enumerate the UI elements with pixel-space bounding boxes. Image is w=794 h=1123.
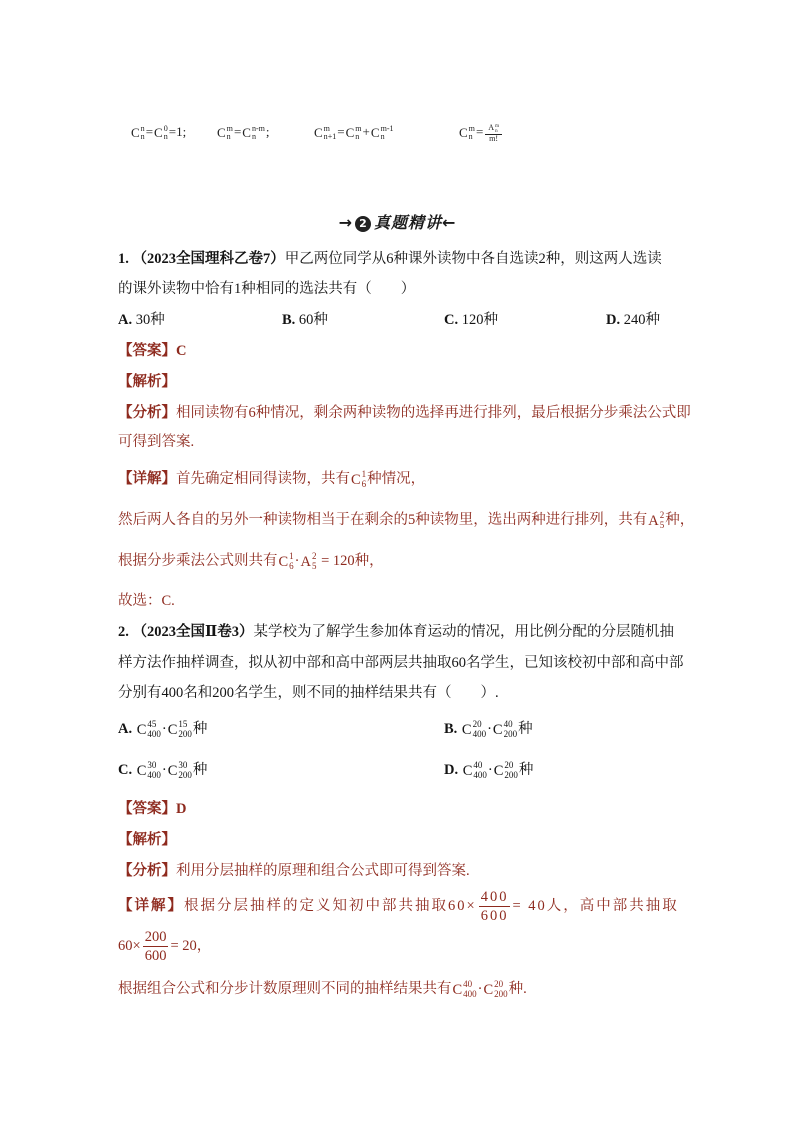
symbol-base: C (345, 125, 355, 141)
symbol-base: C (131, 125, 140, 141)
text-run: 根据组合公式和分步计数原理则不同的抽样结果共有 (118, 981, 452, 997)
label-text: 【解析】 (118, 374, 176, 390)
text-run: = (233, 124, 242, 139)
symbol-base: C (167, 721, 178, 738)
symbol-superscript: 20 (472, 719, 482, 730)
symbol-superscript: m (226, 123, 233, 133)
text-run: 60× (118, 937, 141, 954)
combinatorics-symbol (459, 121, 475, 145)
symbol-subscript: 200 (494, 988, 508, 999)
fraction-denominator: 600 (480, 908, 509, 925)
label-text: 【分析】 (118, 405, 176, 421)
symbol-base: C (483, 981, 494, 998)
symbol-scripts (147, 720, 160, 739)
text-run: · (161, 762, 167, 778)
label-text: B. (444, 721, 461, 737)
symbol-scripts (141, 125, 145, 142)
symbol-superscript: 30 (147, 760, 157, 771)
label-text: 【详解】 (118, 897, 184, 914)
q2-analysis-line-1 (118, 860, 470, 882)
symbol-subscript: 400 (147, 769, 161, 780)
q1-option-d (606, 309, 660, 331)
q2-detail-line-1 (118, 888, 679, 925)
fraction (485, 124, 502, 144)
label-text: D. (444, 762, 462, 778)
text-run: = (475, 124, 484, 139)
fraction-denominator: 600 (144, 948, 167, 965)
section-title: 真题精讲 (373, 213, 442, 232)
q1-stem-line-1 (118, 248, 662, 270)
symbol-subscript: n (226, 132, 231, 142)
combinatorics-symbol (301, 551, 317, 573)
q1-analysis-line-2 (118, 431, 194, 453)
symbol-subscript: 6 (289, 560, 294, 571)
symbol-scripts (324, 125, 337, 142)
q1-option-a (118, 309, 165, 331)
text-run: = 20， (170, 937, 212, 954)
formula-arrangement-ratio (458, 120, 504, 145)
label-text: 1. (118, 251, 133, 267)
text-run: 样方法作抽样调查，拟从初中部和高中部两层共抽取60名学生，已知该校初中部和高中部 (118, 655, 684, 671)
q1-option-b (282, 309, 328, 331)
symbol-subscript: 200 (178, 769, 192, 780)
symbol-scripts (252, 125, 265, 142)
text-run: ; (265, 124, 270, 139)
text-run: · (161, 721, 167, 737)
arrow-right-icon: → (338, 213, 352, 232)
combinatorics-symbol (346, 121, 362, 145)
symbol-scripts (473, 720, 486, 739)
symbol-subscript: 200 (504, 769, 518, 780)
text-run: 相同读物有6种情况，剩余两种读物的选择再进行排列，最后根据分步乘法公式即 (176, 405, 691, 421)
label-text: D. (606, 312, 624, 328)
symbol-superscript: n-m (251, 123, 265, 133)
text-run: · (477, 981, 483, 997)
q2-option-d (444, 759, 533, 782)
label-text: C. (444, 312, 462, 328)
symbol-scripts (164, 125, 168, 142)
q1-choice (118, 590, 175, 612)
text-run: 某学校为了解学生参加体育运动的情况，用比例分配的分层随机抽 (253, 624, 674, 640)
symbol-scripts (355, 125, 361, 142)
symbol-subscript: n (468, 132, 473, 142)
q1-stem-line-2 (118, 278, 415, 300)
symbol-base: A (300, 553, 311, 570)
fraction (143, 928, 169, 965)
symbol-superscript: 20 (504, 760, 514, 771)
combinatorics-symbol (462, 719, 486, 741)
text-run: 120种 (461, 312, 498, 328)
label-text: （2023全国Ⅱ卷3） (132, 624, 254, 640)
q1-analysis-line-1 (118, 402, 691, 424)
q1-detail-line-3 (118, 550, 384, 573)
symbol-scripts (381, 125, 394, 142)
text-run: 240种 (623, 312, 660, 328)
label-text: 2. (118, 624, 133, 640)
label-text: 【解析】 (118, 832, 176, 848)
symbol-superscript: 0 (163, 123, 168, 133)
symbol-superscript: 40 (473, 760, 483, 771)
q2-detail-line-3 (118, 978, 527, 1001)
label-text: 【分析】 (118, 863, 176, 879)
q1-option-c (444, 309, 498, 331)
symbol-scripts (495, 124, 499, 135)
symbol-superscript: 1 (361, 469, 367, 480)
formula-pascal (313, 120, 395, 145)
combinatorics-symbol (488, 124, 499, 135)
symbol-subscript: n (380, 132, 385, 142)
text-run: 30种 (135, 312, 165, 328)
symbol-base: C (462, 762, 473, 779)
label-text: 【答案】D (118, 801, 187, 817)
q2-option-b (444, 718, 533, 741)
symbol-subscript: n (163, 132, 168, 142)
combinatorics-symbol (453, 979, 477, 1001)
symbol-subscript: 400 (472, 728, 487, 739)
text-run: · (487, 762, 493, 778)
combinatorics-symbol (494, 760, 518, 782)
text-run: = 40人，高中部共抽取 (512, 897, 679, 914)
combinatorics-symbol (217, 121, 233, 145)
symbol-base: C (278, 553, 289, 570)
combinatorics-symbol (131, 121, 145, 145)
symbol-scripts (362, 470, 367, 489)
text-run: 种， (665, 512, 695, 528)
text-run: 种. (508, 981, 527, 997)
combinatorics-symbol (371, 121, 394, 145)
symbol-base: C (351, 471, 361, 488)
text-run: 甲乙两位同学从6种课外读物中各自选读2种，则这两人选读 (284, 251, 662, 267)
text-run: 的课外读物中恰有1种相同的选法共有（ ） (118, 281, 416, 297)
symbol-scripts (227, 125, 233, 142)
symbol-superscript: 20 (494, 979, 504, 990)
q2-option-a (118, 718, 207, 741)
label-text: C. (118, 762, 136, 778)
label-text: 【详解】 (118, 471, 176, 487)
symbol-subscript: 200 (503, 728, 518, 739)
symbol-superscript: 15 (178, 719, 188, 730)
combinatorics-symbol (154, 121, 168, 145)
symbol-scripts (660, 511, 665, 530)
symbol-subscript: 400 (473, 769, 487, 780)
symbol-superscript: m (323, 123, 330, 133)
symbol-base: C (493, 762, 504, 779)
text-run: · (294, 553, 300, 569)
combinatorics-symbol (242, 121, 265, 145)
combinatorics-symbol (484, 979, 508, 1001)
symbol-base: C (167, 762, 178, 779)
symbol-superscript: 2 (312, 551, 317, 562)
q1-detail-line-2 (118, 509, 694, 532)
symbol-superscript: 40 (463, 979, 473, 990)
symbol-subscript: n (251, 132, 256, 142)
q2-answer (118, 798, 186, 820)
text-run: 可得到答案. (118, 434, 195, 450)
symbol-superscript: m (468, 123, 475, 133)
symbol-base: C (217, 125, 226, 141)
symbol-base: C (242, 125, 251, 141)
formula-symmetry (216, 120, 270, 145)
symbol-subscript: n (495, 128, 498, 134)
number-badge: 2 (355, 216, 371, 232)
q2-stem-line-1 (118, 621, 674, 643)
text-run: =1; (168, 124, 187, 139)
text-run: 种 (192, 762, 208, 778)
symbol-scripts (463, 980, 476, 999)
text-run: = (337, 124, 345, 139)
fraction-numerator: 400 (479, 888, 511, 907)
symbol-superscript: 40 (503, 719, 513, 730)
label-text: A. (118, 721, 136, 737)
symbol-scripts (504, 761, 517, 780)
symbol-scripts (178, 720, 191, 739)
q1-detail-line-1 (118, 468, 425, 491)
text-run: = 120种， (317, 553, 384, 569)
text-run: = (145, 124, 154, 139)
text-run: 种 (518, 721, 533, 737)
text-run: 利用分层抽样的原理和组合公式即可得到答案. (176, 863, 470, 879)
text-run: 然后两人各自的另外一种读物相当于在剩余的5种读物里，选出两种进行排列，共有 (118, 512, 648, 528)
combinatorics-symbol (168, 760, 192, 782)
symbol-subscript: 200 (178, 728, 192, 739)
text-run: 60种 (298, 312, 328, 328)
combinatorics-symbol (351, 469, 366, 491)
label-text: A. (118, 312, 136, 328)
q2-option-c (118, 759, 207, 782)
symbol-superscript: 1 (289, 551, 294, 562)
symbol-superscript: n (140, 123, 145, 133)
label-text: （2023全国理科乙卷7） (132, 251, 285, 267)
symbol-subscript: n+1 (323, 132, 337, 142)
formula-identity (130, 120, 186, 145)
symbol-superscript: m (495, 123, 499, 129)
symbol-base: C (459, 125, 468, 141)
symbol-base: C (452, 981, 463, 998)
combinatorics-symbol (279, 551, 294, 573)
symbol-subscript: 5 (659, 519, 665, 530)
q2-solution-label (118, 829, 176, 851)
text-run: 首先确定相同得读物，共有 (176, 471, 350, 487)
symbol-subscript: n (140, 132, 145, 142)
text-run: 分别有400名和200名学生，则不同的抽样结果共有（ ）. (118, 685, 499, 701)
combinatorics-symbol (137, 760, 161, 782)
symbol-superscript: 30 (178, 760, 188, 771)
combinatorics-symbol (648, 510, 664, 532)
combinatorics-symbol (137, 719, 161, 741)
section-header (0, 211, 794, 235)
combinatorics-symbol (168, 719, 192, 741)
symbol-subscript: n (355, 132, 360, 142)
text-run: 根据分层抽样的定义知初中部共抽取 (184, 897, 448, 914)
symbol-superscript: 45 (147, 719, 157, 730)
symbol-base: C (461, 721, 472, 738)
symbol-scripts (178, 761, 191, 780)
symbol-base: A (488, 123, 495, 133)
text-run: 种 (518, 762, 534, 778)
symbol-superscript: m-1 (380, 123, 394, 133)
text-run: 种情况， (367, 471, 426, 487)
fraction (479, 888, 511, 925)
symbol-base: A (648, 512, 659, 529)
q2-detail-line-2 (118, 928, 211, 965)
text-run: 根据分步乘法公式则共有 (118, 553, 278, 569)
symbol-base: C (370, 125, 380, 141)
symbol-subscript: 6 (361, 478, 367, 489)
symbol-scripts (473, 761, 486, 780)
symbol-base: C (136, 762, 147, 779)
fraction-denominator: m! (489, 134, 499, 144)
text-run: + (362, 124, 370, 139)
q2-stem-line-2 (118, 652, 684, 674)
symbol-superscript: 2 (659, 510, 665, 521)
text-run: 种 (192, 721, 208, 737)
symbol-base: C (492, 721, 503, 738)
symbol-base: C (136, 721, 147, 738)
symbol-scripts (289, 552, 294, 571)
symbol-base: C (314, 125, 323, 141)
q1-solution-label (118, 371, 176, 393)
label-text: B. (282, 312, 299, 328)
symbol-scripts (147, 761, 160, 780)
text-run: 60× (448, 897, 477, 914)
symbol-superscript: m (355, 123, 362, 133)
symbol-scripts (504, 720, 517, 739)
combinatorics-symbol (314, 121, 336, 145)
arrow-left-icon: ← (442, 213, 456, 232)
symbol-subscript: 400 (147, 728, 161, 739)
combinatorics-symbol (493, 719, 517, 741)
symbol-subscript: 5 (312, 560, 317, 571)
text-run: 故选：C. (118, 593, 175, 609)
q1-answer (118, 340, 186, 362)
fraction-numerator: 200 (143, 928, 169, 947)
q2-stem-line-3 (118, 682, 499, 704)
symbol-scripts (494, 980, 507, 999)
combinatorics-symbol (463, 760, 487, 782)
symbol-scripts (312, 552, 317, 571)
label-text: 【答案】C (118, 343, 187, 359)
symbol-base: C (154, 125, 163, 141)
text-run: · (487, 721, 492, 737)
symbol-scripts (469, 125, 475, 142)
symbol-subscript: 400 (463, 988, 477, 999)
